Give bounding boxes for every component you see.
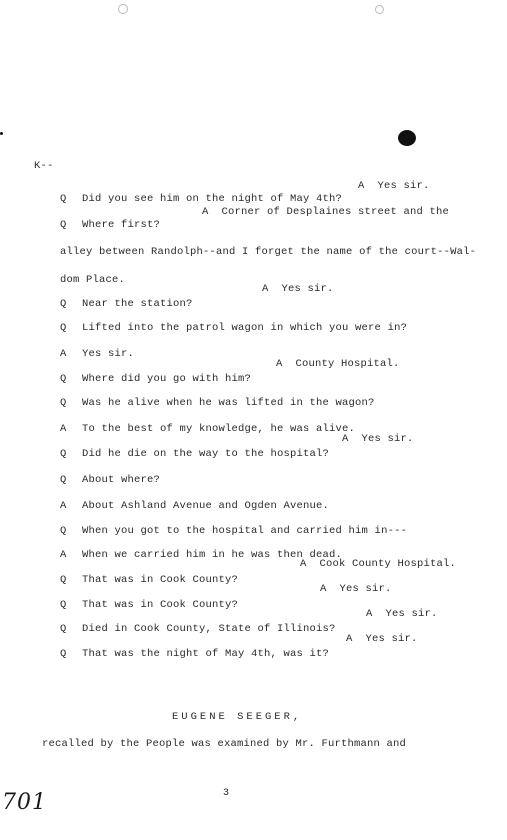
recall-line: recalled by the People was examined by Mr. Furthmann and (42, 738, 407, 750)
line-tag: A (60, 500, 67, 512)
line-text: About where? (82, 474, 161, 486)
ink-speck (0, 132, 3, 135)
line-text: To the best of my knowledge, he was alive. (82, 423, 356, 435)
line-tag: Q (60, 322, 67, 334)
line-text: Did you see him on the night of May 4th? (82, 193, 343, 205)
line-tag: Q (60, 525, 67, 537)
line-text: Where did you go with him? (82, 373, 252, 385)
line-tag: Q (60, 193, 67, 205)
line-tag: Q (60, 574, 67, 586)
testimony-answer: A County Hospital. (276, 358, 400, 370)
testimony-answer: A Yes sir. (366, 608, 438, 620)
line-text: That was in Cook County? (82, 574, 239, 586)
page-number: 3 (223, 788, 230, 799)
line-tag: A (60, 348, 67, 360)
punch-hole-mark (375, 5, 384, 14)
line-tag: Q (60, 397, 67, 409)
line-tag: A (60, 549, 67, 561)
line-tag: Q (60, 219, 67, 231)
testimony-answer: A Cook County Hospital. (300, 558, 457, 570)
line-text: Died in Cook County, State of Illinois? (82, 623, 336, 635)
line-tag: Q (60, 373, 67, 385)
line-tag: Q (60, 599, 67, 611)
line-tag: Q (60, 648, 67, 660)
section-marker: K-- (34, 160, 54, 172)
line-text: Yes sir. (82, 348, 135, 360)
line-tag: Q (60, 623, 67, 635)
testimony-answer: A Corner of Desplaines street and the (202, 206, 450, 218)
testimony-answer: A Yes sir. (320, 583, 392, 595)
line-text: When we carried him in he was then dead. (82, 549, 343, 561)
line-text: Did he die on the way to the hospital? (82, 448, 330, 460)
line-text: Lifted into the patrol wagon in which you were in? (82, 322, 408, 334)
handwritten-page-mark: 701 (2, 790, 47, 815)
testimony-answer: A Yes sir. (358, 180, 430, 192)
witness-name-heading: EUGENE SEEGER, (172, 711, 303, 723)
line-text: Was he alive when he was lifted in the wagon? (82, 397, 375, 409)
line-tag: Q (60, 474, 67, 486)
line-text: dom Place. (60, 274, 126, 286)
line-text: When you got to the hospital and carried him in--- (82, 525, 408, 537)
line-text: Near the station? (82, 298, 193, 310)
line-text: About Ashland Avenue and Ogden Avenue. (82, 500, 330, 512)
punch-hole-mark (118, 4, 128, 14)
line-tag: Q (60, 448, 67, 460)
testimony-line (34, 635, 329, 674)
line-tag: A (60, 423, 67, 435)
ink-blot (398, 130, 416, 146)
testimony-answer: A Yes sir. (346, 633, 418, 645)
line-text: alley between Randolph--and I forget the name of the court--Wal- (60, 246, 477, 258)
line-text: That was in Cook County? (82, 599, 239, 611)
line-tag: Q (60, 298, 67, 310)
testimony-answer: A Yes sir. (262, 283, 334, 295)
line-text: That was the night of May 4th, was it? (82, 648, 330, 660)
testimony-answer: A Yes sir. (342, 433, 414, 445)
line-text: Where first? (82, 219, 161, 231)
